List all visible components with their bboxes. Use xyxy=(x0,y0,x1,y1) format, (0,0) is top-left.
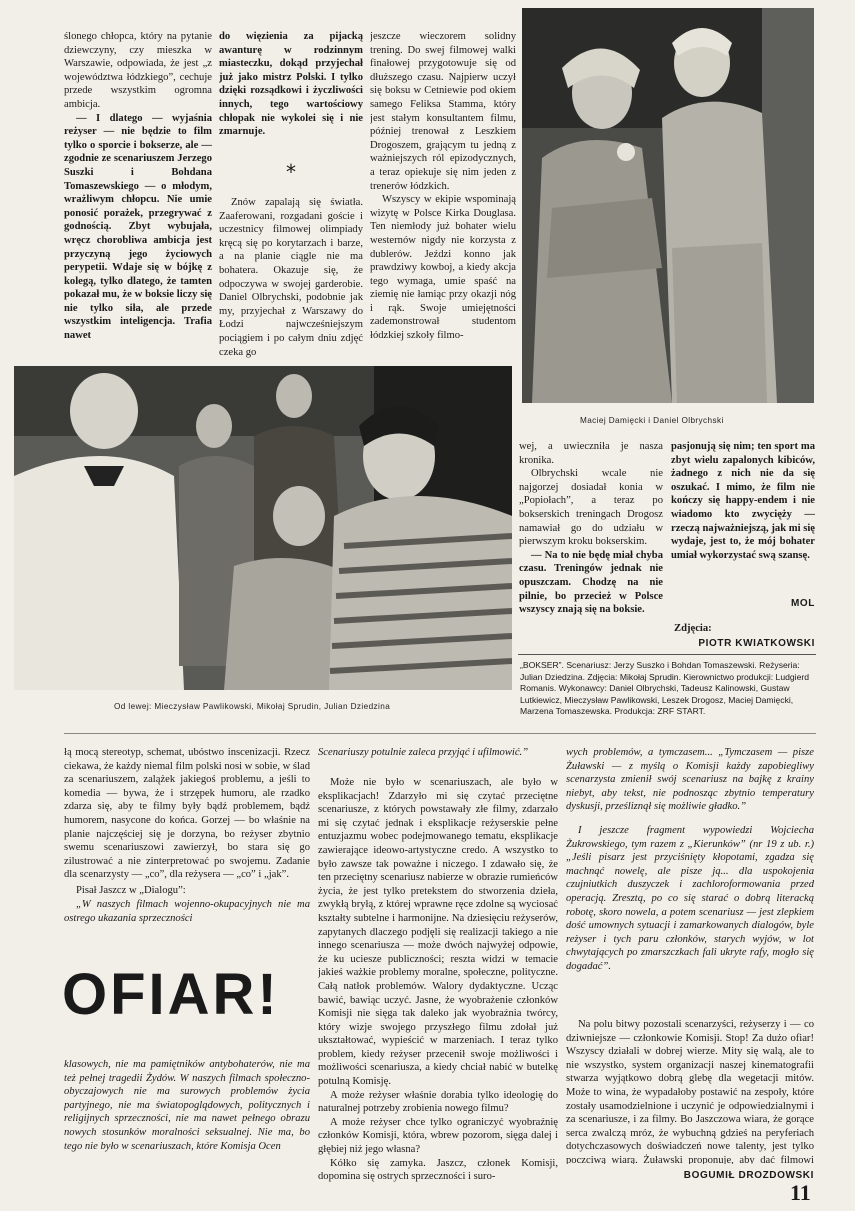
paragraph: ślonego chłopca, który na pytanie dziewczyny, czy mieszka w Warszawie, odpowiada, że jest „z województwa łódzkiego”, cechuje przede wszystkim ogromna ambicja. xyxy=(64,31,212,110)
paragraph: Olbrychski wcale nie najgorzej dosiadał konia w „Popiołach”, a teraz po bokserskich treningach Drogosz namawiał go do udziału w pierwszym kroku bokserskim. xyxy=(519,468,663,548)
essay-column-3a xyxy=(566,746,814,822)
film-credits: „BOKSER”. Scenariusz: Jerzy Suszko i Bohdan Tomaszewski. Reżyseria: Julian Dziedzina. Zdjęcia: Mikołaj Sprudin. Kierownictwo produkcji: Ludgierd Romanis. Wykonawcy: Daniel Olbrychski, Tadeusz Kalinowski, Gustaw Lutkiewicz, Mieczysław Pawlikowski, Leszek Drogosz, Maciej Damięcki, Marzena Tomaszewska. Produkcja: ZRF START. xyxy=(520,660,809,717)
essay-column-3c xyxy=(566,1018,814,1164)
essay-signature: BOGUMIŁ DROZDOWSKI xyxy=(683,1170,814,1181)
article-column-3 xyxy=(370,30,516,360)
paragraph: wych problemów, a tymczasem... „Tymczasem — pisze Żuławski — z myślą o Komisji każdy zapobiegliwy scenarzysta zmienił swój scenariusz na bajkę z krainy niebyt, aby tekst, nie podnosząc zbytnio temperatury dyskusji, prześliznął się możliwie gładko.” xyxy=(566,747,814,813)
paragraph: — I dlatego — wyjaśnia reżyser — nie będzie to film tylko o sporcie i bokserze, ale — zgodnie ze scenariuszem Jerzego Suszki i Bohdana Tomaszewskiego — o młodym, wrażliwym chłopcu. Nie umie ponosić porażek, przegrywać z godnością. Zbyt wybujała, wręcz chorobliwa ambicja jest przyczyną jego życiowych perypetii. Wdaje się w bójkę z kolegą, tylko dlatego, że tamten pokazał mu, że w boksie liczy się nie tylko siła, ale przede wszystkim inteligencja. Trafia nawet xyxy=(64,112,212,342)
essay-column-3b xyxy=(566,824,814,1016)
essay-column-1c xyxy=(64,898,310,928)
paragraph: Kółko się zamyka. Jaszcz, członek Komisji, dopomina się ostrych sprzeczności i suro- xyxy=(318,1157,558,1183)
article-column-2a xyxy=(219,30,363,154)
paragraph: wej, a uwieczniła je nasza kronika. xyxy=(519,441,663,466)
paragraph: A może reżyser właśnie dorabia tylko ideologię do naturalnej potrzeby zrobienia nowego filmu? xyxy=(318,1089,558,1115)
photo-film-crew xyxy=(14,366,512,690)
essay-column-2 xyxy=(318,776,558,1200)
paragraph: jeszcze wieczorem solidny trening. Do swej filmowej walki finałowej przygotowuje się od dłuższego czasu. Najpierw uczył się boksu w Cetniewie pod okiem samego Feliksa Stamma, który jest stałym konsultantem filmu, później trenował z Leszkiem Drogoszem, grającym tu jedną z ważniejszych ról epizodycznych, a teraz opiekuje się nim jeden z trenerów łódzkich. xyxy=(370,31,516,192)
author-signature: MOL xyxy=(790,598,815,609)
paragraph: Pisał Jaszcz w „Dialogu”: xyxy=(76,885,186,896)
credits-rule xyxy=(518,654,816,655)
paragraph: — Na to nie będę miał chyba czasu. Treningów jednak nie opuszczam. Chodzę na nie pilnie, bo przecież w Polsce wszyscy znają się na boksie. xyxy=(519,549,663,616)
quote: „W naszych filmach wojenno-okupacyjnych nie ma ostrego ukazania sprzeczności xyxy=(64,899,310,924)
page-number: 11 xyxy=(790,1180,811,1205)
photos-label: Zdjęcia: xyxy=(674,623,712,634)
paragraph: Wszyscy w ekipie wspominają wizytę w Polsce Kirka Douglasa. Ten niemłody już bohater wielu westernów nigdy nie korzysta z dublerów. Jeździ konno jak prawdziwy kowboj, a kiedy akcja tego wymaga, umie spaść na ziemię nie łamiąc przy okazji nóg i rąk. Swoje umiejętności zademonstrował studentom łódzkiej szkoły filmo- xyxy=(370,194,516,342)
article-column-4 xyxy=(519,440,663,646)
paragraph: Na polu bitwy pozostali scenarzyści, reżyserzy i — co dziwniejsze — członkowie Komisji. Stop! Za dużo ofiar! Wszyscy działali w dobrej wierze. Mity się walą, ale to nie wszystko, system organizacji naszej kinematografii stwarza wyjątkowo dobrą glebę dla wegetacji mitów. Może to wina, że wypadałoby postawić na zespoły, które zostały usamodzielnione i uczynić je odpowiedzialnymi i za scenariusze, i za filmy. Bo Jaszczowa wiara, że gorące serca zwalczą mróz, że wybuchną gdzieś na peryferiach dotychczasowych doświadczeń nowe talenty, jest tylko poczciwą wiarą. Żuławski proponuje, aby dać filmowi xyxy=(566,1019,814,1164)
photo-caption-right: Maciej Damięcki i Daniel Olbrychski xyxy=(580,416,724,425)
essay-column-1d xyxy=(64,1058,310,1198)
paragraph: pasjonują się nim; ten sport ma zbyt wielu zapalonych kibiców, żadnego z nich nie da się oszukać. I mimo, że film nie kończy się happy-endem i nie wiadomo kto zwycięży — rzeczą najważniejszą, jak mi się wydaje, jest to, że mój bohater umiał wykorzystać swą szansę. xyxy=(671,441,815,561)
paragraph: I jeszcze fragment wypowiedzi Wojciecha Żukrowskiego, tym razem z „Kierunków” (nr 19 z ub. r.) „Jeśli pisarz jest przyciśnięty kłopotami, zgadza się machnąć nowelę, ale pisze ją... dla uspokojenia czujniutkich duszyczek i zachloroformowania przed operacją. Zresztą, po co się starać o dobrą literacką robotę, skoro nowela, a potem scenariusz — jest zlepkiem dość umownych sytuacji i zamarkowanych dialogów, byle reżyser i tych paru członków, starych wyjów, w lot chwytających po zmarszczkach fali ukryte rafy, mogło się dogadać”. xyxy=(566,825,814,972)
headline: OFIAR! xyxy=(62,962,280,1027)
paragraph: Znów zapalają się światła. Zaaferowani, rozgadani goście i uczestnicy filmowej olimpiady kręcą się po korytarzach i barze, a na planie ciągle nie ma bohatera. Okazuje się, że odpoczywa w swojej garderobie. Daniel Olbrychski, podobnie jak my, przyjechał z Warszawy do Łodzi najwcześniejszym pociągiem i po całym dniu zdjęć czeka go xyxy=(219,197,363,358)
paragraph: A może reżyser chce tylko ograniczyć wyobraźnię członków Komisji, która, wbrew pozorom, sięga dalej i głębiej niż jego własna? xyxy=(318,1116,558,1156)
photo-illustration xyxy=(14,366,512,690)
article-column-2b xyxy=(219,196,363,360)
article-column-1 xyxy=(64,30,212,360)
section-asterisk: * xyxy=(286,160,296,184)
photo-damiecki-olbrychski xyxy=(522,8,814,403)
essay-column-1a xyxy=(64,746,310,882)
essay-column-2a xyxy=(318,746,558,776)
photo-caption-left: Od lewej: Mieczysław Pawlikowski, Mikołaj Sprudin, Julian Dziedzina xyxy=(114,702,391,711)
quote: Scenariuszy potulnie zaleca przyjąć i ufilmowić.” xyxy=(318,747,529,758)
photo-illustration xyxy=(522,8,814,403)
essay-column-1b xyxy=(64,884,310,898)
paragraph: do więzienia za pijacką awanturę w rodzinnym miasteczku, dokąd przyjechał już jako mistrz Polski. I tylko dzięki rozsądkowi i życzliwości innych, tego wartościowy chłopak nie wykolei się i nie zmarnuje. xyxy=(219,31,363,138)
article-column-5 xyxy=(671,440,815,588)
paragraph: łą mocą stereotyp, schemat, ubóstwo inscenizacji. Rzecz ciekawa, że każdy niemal film polski nosi w sobie, w ślad za scenariuszem, zalążek jakiegoś problemu, a jeśli to komedia — bywa, że i strzępek humoru, ale rzadko zdarza się, aby te filmy były bądź problemem, bądź humorem, nasycone do końca. Gorzej — bo właśnie na planie najczęściej się je dorzyna, bo reżyser zbytnio swemu scenariuszowi zawierzył, bo stara się go zilustrować a nie zinterpretować po swojemu. Zadanie dla scenarzysty — „co”, dla reżysera — „co” i „jak”. xyxy=(64,747,310,881)
quote: klasowych, nie ma pamiętników antybohaterów, nie ma też pełnej tragedii Żydów. W naszych filmach społeczno-obyczajowych nie ma surowych problemów życia partyjnego, nie ma światopoglądowych, politycznych i religijnych sprzeczności, nie ma nawet pełnego obrazu nowych stosunków moralności seksualnej. Nie ma, bo tego nie było w scenariuszach, które Komisja Ocen xyxy=(64,1059,310,1152)
photos-author: PIOTR KWIATKOWSKI xyxy=(698,638,815,649)
paragraph: Może nie było w scenariuszach, ale było w eksplikacjach! Zdarzyło mi się czytać przeciętne scenariusze, z których powstawały złe filmy, zdarzało mi się czytać jednak i eksplikacje reżyserskie pełne entuzjazmu wobec podejmowanego tematu, eksplikacje zawierające ideowo-artystyczne credo. A wszystko to było zawsze tak poważne i niczego. I zdawało się, że ten przeciętny scenariusz nabierze w obrazie rumieńców życia, że jest tylko pretekstem do stworzenia dzieła, zwykłą bryłą, z której wprawne ręce zdolne są wyciosać kształty subtelne i harmonijne. Na dziesięciu reżyserów, zapytanych dlaczego podjęli się realizacji takiego a nie innego scenariusza — może dwóch najwyżej odpowie, że ku uciesze publiczności; reszta widzi w temacie jakieś ważkie problemy moralne, społeczne, polityczne. Całą natłok problemów. Walory dydaktyczne. Ucząc bawić, bawiąc uczyć. Jasne, że wyobrażenie członków Komisji nie sięga tak daleko jak wyobraźnia twórcy, który wizje swojego przyszłego filmu zdołał już ukształtować, wypieścić w marzeniach. I teraz tylko problem, kiedy reżyser przecenił swoje możliwości i możliwości scenariusza, a kiedy chciał nabić w butelkę potulną Komisję. xyxy=(318,777,558,1088)
section-divider xyxy=(64,733,816,734)
